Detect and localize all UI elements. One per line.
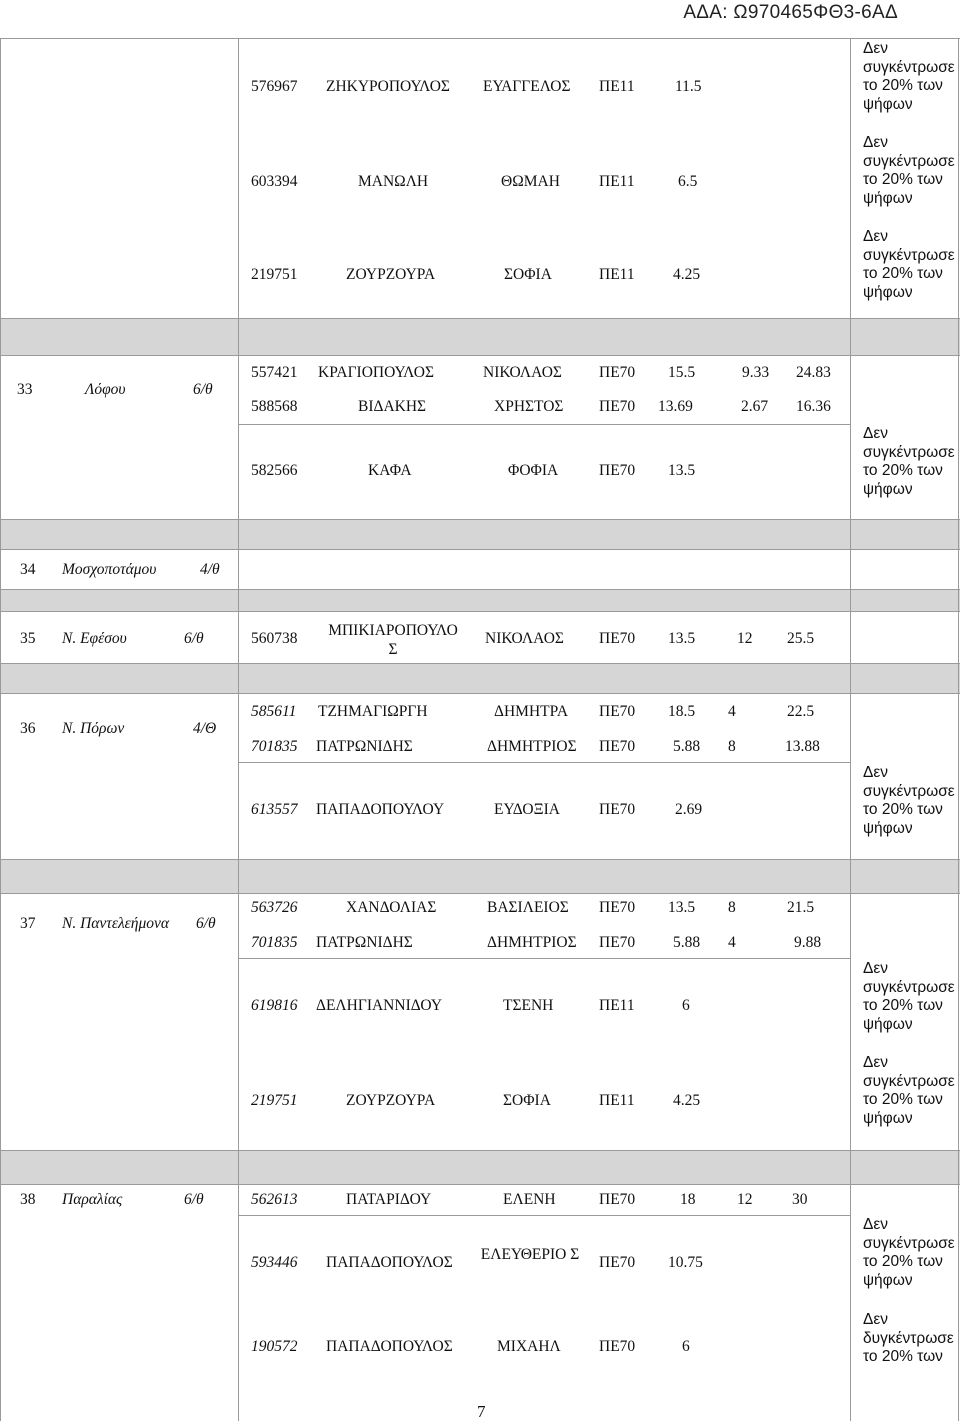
teacher-extra-points: 4 xyxy=(728,934,736,951)
school-number: 34 xyxy=(20,561,36,578)
teacher-surname: ΠΑΠΑΔΟΠΟΥΛΟΣ xyxy=(326,1338,453,1355)
teacher-total: 24.83 xyxy=(796,364,831,381)
teacher-specialty: ΠΕ70 xyxy=(599,1191,636,1208)
status-note: Δεν συγκέντρωσε το 20% των ψήφων xyxy=(863,134,955,207)
school-type: 4/Θ xyxy=(193,720,217,737)
teacher-surname: ΚΑΦΑ xyxy=(368,462,412,479)
teacher-surname: ΖΗΚΥΡΟΠΟΥΛΟΣ xyxy=(326,78,450,95)
teacher-code: 603394 xyxy=(251,173,298,190)
teacher-specialty: ΠΕ11 xyxy=(599,1092,635,1109)
teacher-score: 6 xyxy=(682,1338,690,1355)
teacher-code: 562613 xyxy=(251,1191,298,1208)
teacher-specialty: ΠΕ11 xyxy=(599,78,635,95)
teacher-code: 593446 xyxy=(251,1254,298,1271)
teacher-name: ΕΥΔΟΞΙΑ xyxy=(494,801,560,818)
teacher-name: ΕΛΕΥΘΕΡΙΟ Σ xyxy=(480,1246,580,1263)
teacher-surname: ΠΑΤΡΩΝΙΔΗΣ xyxy=(316,934,413,951)
teacher-surname: ΒΙΔΑΚΗΣ xyxy=(358,398,427,415)
teacher-code: 588568 xyxy=(251,398,298,415)
status-note: Δεν συγκέντρωσε το 20% των ψήφων xyxy=(863,425,955,498)
teacher-specialty: ΠΕ70 xyxy=(599,934,636,951)
teacher-score: 15.5 xyxy=(668,364,696,381)
school-number: 33 xyxy=(17,381,33,398)
teacher-name: ΕΥΑΓΓΕΛΟΣ xyxy=(483,78,571,95)
teacher-score: 13.5 xyxy=(668,630,696,647)
teacher-code: 613557 xyxy=(251,801,298,818)
teacher-specialty: ΠΕ70 xyxy=(599,398,636,415)
teacher-surname: ΠΑΠΑΔΟΠΟΥΛΟΥ xyxy=(316,801,445,818)
school-name: Ν. Εφέσου xyxy=(62,630,127,647)
teacher-extra-points: 2.67 xyxy=(741,398,769,415)
teacher-code: 576967 xyxy=(251,78,298,95)
school-type: 4/θ xyxy=(200,561,220,578)
school-name: Μοσχοποτάμου xyxy=(62,561,157,578)
teacher-name: ΝΙΚΟΛΑΟΣ xyxy=(485,630,564,647)
teacher-surname: ΔΕΛΗΓΙΑΝΝΙΔΟΥ xyxy=(316,997,443,1014)
teacher-score: 5.88 xyxy=(673,738,701,755)
teacher-name: ΧΡΗΣΤΟΣ xyxy=(494,398,564,415)
school-number: 35 xyxy=(20,630,36,647)
teacher-score: 4.25 xyxy=(673,266,701,283)
separator-band xyxy=(0,1150,960,1184)
teacher-score: 6 xyxy=(682,997,690,1014)
teacher-extra-points: 9.33 xyxy=(742,364,770,381)
teacher-extra-points: 4 xyxy=(728,703,736,720)
teacher-specialty: ΠΕ11 xyxy=(599,266,635,283)
teacher-surname: ΚΡΑΓΙΟΠΟΥΛΟΣ xyxy=(318,364,435,381)
status-note: Δεν συγκέντρωσε το 20% των ψήφων xyxy=(863,1216,955,1289)
teacher-score: 6.5 xyxy=(678,173,698,190)
school-name: Ν. Παντελεήμονα xyxy=(62,915,170,932)
teacher-name: ΜΙΧΑΗΛ xyxy=(497,1338,561,1355)
status-note: Δεν δυγκέντρωσε το 20% των xyxy=(863,1311,954,1366)
teacher-specialty: ΠΕ11 xyxy=(599,173,635,190)
teacher-total: 30 xyxy=(792,1191,808,1208)
separator-band xyxy=(0,519,960,549)
teacher-code: 585611 xyxy=(251,703,297,720)
teacher-name: ΣΟΦΙΑ xyxy=(504,266,552,283)
teacher-name: ΕΛΕΝΗ xyxy=(503,1191,556,1208)
teacher-total: 21.5 xyxy=(787,899,815,916)
teacher-name: ΣΟΦΙΑ xyxy=(503,1092,551,1109)
teacher-total: 9.88 xyxy=(794,934,822,951)
teacher-name: ΘΩΜΑΗ xyxy=(501,173,560,190)
teacher-code: 219751 xyxy=(251,1092,298,1109)
teacher-specialty: ΠΕ70 xyxy=(599,801,636,818)
teacher-extra-points: 8 xyxy=(728,899,736,916)
teacher-total: 25.5 xyxy=(787,630,815,647)
teacher-total: 16.36 xyxy=(796,398,831,415)
teacher-code: 582566 xyxy=(251,462,298,479)
school-name: Παραλίας xyxy=(62,1191,123,1208)
teacher-score: 10.75 xyxy=(668,1254,703,1271)
teacher-surname: ΠΑΤΡΩΝΙΔΗΣ xyxy=(316,738,413,755)
teacher-specialty: ΠΕ70 xyxy=(599,1254,636,1271)
teacher-score: 13.69 xyxy=(658,398,693,415)
teacher-code: 701835 xyxy=(251,934,298,951)
teacher-specialty: ΠΕ70 xyxy=(599,703,636,720)
teacher-surname: ΠΑΤΑΡΙΔΟΥ xyxy=(346,1191,432,1208)
teacher-code: 701835 xyxy=(251,738,298,755)
teacher-name: ΒΑΣΙΛΕΙΟΣ xyxy=(487,899,569,916)
school-type: 6/θ xyxy=(196,915,216,932)
teacher-score: 11.5 xyxy=(675,78,702,95)
teacher-score: 18 xyxy=(680,1191,696,1208)
teacher-surname: ΖΟΥΡΖΟΥΡΑ xyxy=(346,1092,436,1109)
school-type: 6/θ xyxy=(193,381,213,398)
teacher-extra-points: 8 xyxy=(728,738,736,755)
teacher-specialty: ΠΕ70 xyxy=(599,364,636,381)
teacher-name: ΔΗΜΗΤΡΙΟΣ xyxy=(487,934,577,951)
teacher-surname: ΧΑΝΔΟΛΙΑΣ xyxy=(346,899,437,916)
teacher-score: 13.5 xyxy=(668,462,696,479)
ada-header: ΑΔΑ: Ω970465ΦΘ3-6ΑΔ xyxy=(683,2,898,23)
teacher-surname: ΜΠΙΚΙΑΡΟΠΟΥΛΟ Σ xyxy=(328,622,458,658)
school-type: 6/θ xyxy=(184,630,204,647)
teacher-score: 13.5 xyxy=(668,899,696,916)
teacher-code: 619816 xyxy=(251,997,298,1014)
school-name: Λόφου xyxy=(85,381,126,398)
status-note: Δεν συγκέντρωσε το 20% των ψήφων xyxy=(863,40,955,113)
teacher-specialty: ΠΕ70 xyxy=(599,738,636,755)
school-number: 37 xyxy=(20,915,36,932)
separator-band xyxy=(0,859,960,893)
teacher-specialty: ΠΕ11 xyxy=(599,997,635,1014)
teacher-score: 5.88 xyxy=(673,934,701,951)
school-number: 38 xyxy=(20,1191,36,1208)
teacher-score: 18.5 xyxy=(668,703,696,720)
teacher-specialty: ΠΕ70 xyxy=(599,630,636,647)
status-note: Δεν συγκέντρωσε το 20% των ψήφων xyxy=(863,960,955,1033)
separator-band xyxy=(0,663,960,693)
teacher-code: 563726 xyxy=(251,899,298,916)
teacher-name: ΦΟΦΙΑ xyxy=(508,462,559,479)
teacher-total: 13.88 xyxy=(785,738,820,755)
teacher-name: ΔΗΜΗΤΡΑ xyxy=(494,703,569,720)
school-name: Ν. Πόρων xyxy=(62,720,125,737)
teacher-code: 557421 xyxy=(251,364,298,381)
teacher-score: 2.69 xyxy=(675,801,703,818)
school-type: 6/θ xyxy=(184,1191,204,1208)
separator-band xyxy=(0,589,960,611)
teacher-score: 4.25 xyxy=(673,1092,701,1109)
teacher-code: 190572 xyxy=(251,1338,298,1355)
teacher-surname: ΖΟΥΡΖΟΥΡΑ xyxy=(346,266,436,283)
status-note: Δεν συγκέντρωσε το 20% των ψήφων xyxy=(863,764,955,837)
teacher-specialty: ΠΕ70 xyxy=(599,462,636,479)
school-number: 36 xyxy=(20,720,36,737)
status-note: Δεν συγκέντρωσε το 20% των ψήφων xyxy=(863,1054,955,1127)
teacher-name: ΤΣΕΝΗ xyxy=(503,997,554,1014)
teacher-code: 560738 xyxy=(251,630,298,647)
teacher-surname: ΤΖΗΜΑΓΙΩΡΓΗ xyxy=(318,703,428,720)
teacher-name: ΝΙΚΟΛΑΟΣ xyxy=(483,364,562,381)
teacher-total: 22.5 xyxy=(787,703,815,720)
teacher-specialty: ΠΕ70 xyxy=(599,1338,636,1355)
teacher-name: ΔΗΜΗΤΡΙΟΣ xyxy=(487,738,577,755)
separator-band xyxy=(0,318,960,355)
teacher-surname: ΜΑΝΩΛΗ xyxy=(358,173,429,190)
teacher-specialty: ΠΕ70 xyxy=(599,899,636,916)
page-number: 7 xyxy=(477,1402,486,1421)
teacher-extra-points: 12 xyxy=(737,630,753,647)
status-note: Δεν συγκέντρωσε το 20% των ψήφων xyxy=(863,228,955,301)
teacher-extra-points: 12 xyxy=(737,1191,753,1208)
teacher-surname: ΠΑΠΑΔΟΠΟΥΛΟΣ xyxy=(326,1254,453,1271)
teacher-code: 219751 xyxy=(251,266,298,283)
